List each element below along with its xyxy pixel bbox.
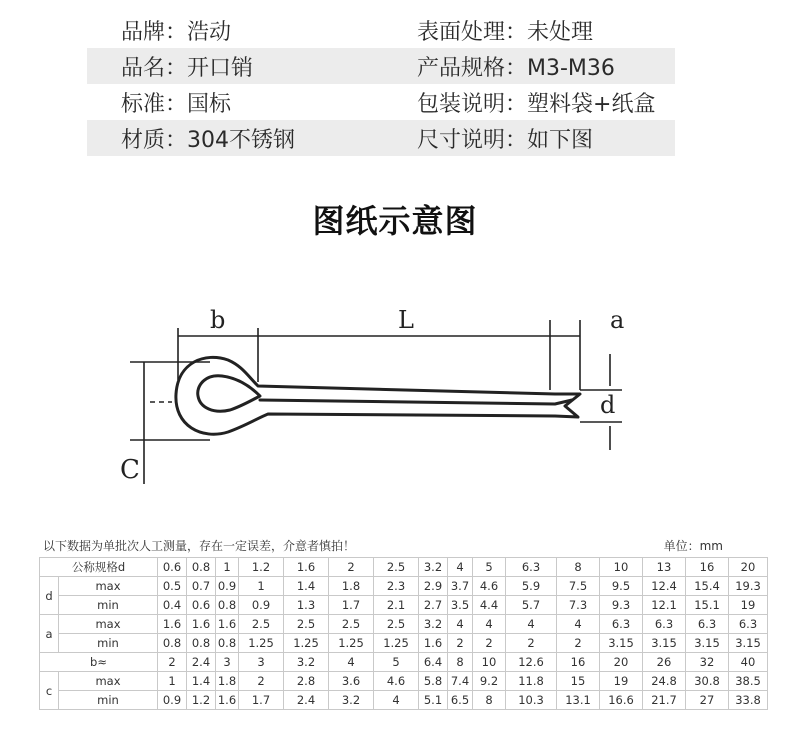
table-cell: 4.4 (473, 596, 506, 615)
table-cell: 4 (448, 558, 473, 577)
dimension-table (39, 557, 768, 710)
table-row-label: min (59, 691, 158, 710)
spec-value: 塑料袋+纸盒 (527, 91, 656, 117)
label-b: b (210, 306, 226, 334)
table-cell: 2.4 (284, 691, 329, 710)
table-cell: 40 (729, 653, 768, 672)
table-cell: 2.5 (239, 615, 284, 634)
table-cell: 13 (643, 558, 686, 577)
table-cell: 1.7 (239, 691, 284, 710)
table-cell: 5.8 (419, 672, 448, 691)
table-cell: 30.8 (686, 672, 729, 691)
table-cell: 7.4 (448, 672, 473, 691)
table-row (40, 653, 768, 672)
table-cell: 12.1 (643, 596, 686, 615)
table-cell: 0.8 (158, 634, 187, 653)
spec-label: 材质： (121, 127, 188, 153)
table-cell: 2 (448, 634, 473, 653)
table-row-label: min (59, 596, 158, 615)
table-cell: 3.2 (284, 653, 329, 672)
table-cell: 5.1 (419, 691, 448, 710)
table-cell: 2.5 (374, 615, 419, 634)
table-cell: 26 (643, 653, 686, 672)
spec-label: 尺寸说明： (417, 127, 528, 153)
table-cell: 19.3 (729, 577, 768, 596)
table-cell: 4 (374, 691, 419, 710)
table-header-label: 公称规格d (40, 558, 158, 577)
table-cell: 8 (557, 558, 600, 577)
table-cell: 3.2 (419, 615, 448, 634)
table-cell: 13.1 (557, 691, 600, 710)
table-cell: 20 (600, 653, 643, 672)
table-cell: 2 (239, 672, 284, 691)
table-cell: 4.6 (374, 672, 419, 691)
table-cell: 6.3 (643, 615, 686, 634)
table-cell: 2.9 (419, 577, 448, 596)
table-cell: 1.25 (239, 634, 284, 653)
table-cell: 2 (473, 634, 506, 653)
table-cell: 3.15 (686, 634, 729, 653)
table-row (40, 672, 768, 691)
spec-value: 国标 (187, 91, 232, 117)
table-cell: 3.2 (419, 558, 448, 577)
table-unit: 单位：mm (663, 539, 723, 553)
table-row-label: b≈ (40, 653, 158, 672)
table-cell: 0.6 (187, 596, 216, 615)
table-cell: 4 (557, 615, 600, 634)
table-cell: 19 (729, 596, 768, 615)
table-cell: 0.9 (158, 691, 187, 710)
table-cell: 10 (473, 653, 506, 672)
spec-value: M3-M36 (527, 55, 615, 81)
label-a: a (610, 306, 625, 334)
table-group-label: a (40, 615, 59, 653)
table-cell: 6.5 (448, 691, 473, 710)
table-cell: 38.5 (729, 672, 768, 691)
spec-value: 开口销 (187, 55, 254, 81)
table-cell: 3.7 (448, 577, 473, 596)
spec-row (87, 120, 675, 156)
table-cell: 1.3 (284, 596, 329, 615)
table-cell: 2 (329, 558, 374, 577)
table-cell: 1 (158, 672, 187, 691)
table-cell: 16 (686, 558, 729, 577)
table-row-label: min (59, 634, 158, 653)
table-cell: 1 (216, 558, 239, 577)
table-cell: 1.6 (284, 558, 329, 577)
table-cell: 7.3 (557, 596, 600, 615)
table-cell: 0.9 (216, 577, 239, 596)
spec-label: 品名： (121, 55, 188, 81)
table-cell: 5 (473, 558, 506, 577)
table-cell: 6.3 (729, 615, 768, 634)
table-cell: 0.8 (187, 558, 216, 577)
table-cell: 0.8 (216, 596, 239, 615)
table-cell: 11.8 (506, 672, 557, 691)
table-cell: 7.5 (557, 577, 600, 596)
table-cell: 2 (158, 653, 187, 672)
table-cell: 6.4 (419, 653, 448, 672)
table-cell: 1.8 (329, 577, 374, 596)
table-cell: 20 (729, 558, 768, 577)
table-row (40, 577, 768, 596)
spec-value: 如下图 (527, 127, 594, 153)
table-cell: 0.7 (187, 577, 216, 596)
table-cell: 2.7 (419, 596, 448, 615)
table-row (40, 596, 768, 615)
table-cell: 1.6 (158, 615, 187, 634)
table-cell: 1.6 (419, 634, 448, 653)
table-cell: 4 (448, 615, 473, 634)
table-cell: 1.6 (187, 615, 216, 634)
table-cell: 0.8 (216, 634, 239, 653)
table-cell: 27 (686, 691, 729, 710)
table-cell: 0.6 (158, 558, 187, 577)
table-cell: 12.6 (506, 653, 557, 672)
table-cell: 1.25 (374, 634, 419, 653)
table-cell: 5.7 (506, 596, 557, 615)
table-cell: 2.3 (374, 577, 419, 596)
table-cell: 9.5 (600, 577, 643, 596)
table-cell: 19 (600, 672, 643, 691)
table-cell: 15.1 (686, 596, 729, 615)
table-cell: 2 (506, 634, 557, 653)
table-cell: 2 (557, 634, 600, 653)
table-row (40, 691, 768, 710)
table-cell: 1.4 (284, 577, 329, 596)
spec-label: 包装说明： (417, 91, 528, 117)
table-cell: 3 (216, 653, 239, 672)
table-cell: 1.2 (239, 558, 284, 577)
table-cell: 2.5 (284, 615, 329, 634)
spec-value: 浩动 (187, 19, 232, 45)
cotter-pin-diagram (110, 290, 650, 500)
table-note: 以下数据为单批次人工测量，存在一定误差，介意者慎拍！ (43, 539, 356, 553)
table-cell: 4 (506, 615, 557, 634)
table-cell: 4 (329, 653, 374, 672)
table-cell: 6.3 (686, 615, 729, 634)
table-cell: 1.6 (216, 615, 239, 634)
label-c: C (120, 455, 140, 485)
spec-label: 标准： (121, 91, 188, 117)
table-cell: 1.25 (284, 634, 329, 653)
spec-label: 表面处理： (417, 19, 528, 45)
table-cell: 5 (374, 653, 419, 672)
table-row (40, 634, 768, 653)
table-cell: 1.4 (187, 672, 216, 691)
table-cell: 16.6 (600, 691, 643, 710)
diagram-title: 图纸示意图 (312, 202, 478, 240)
table-cell: 15 (557, 672, 600, 691)
table-cell: 8 (448, 653, 473, 672)
table-cell: 2.4 (187, 653, 216, 672)
table-group-label: c (40, 672, 59, 710)
table-cell: 16 (557, 653, 600, 672)
table-note-row (39, 535, 729, 555)
table-cell: 2.5 (374, 558, 419, 577)
table-cell: 1 (239, 577, 284, 596)
table-row (40, 615, 768, 634)
table-cell: 3.15 (600, 634, 643, 653)
table-cell: 9.3 (600, 596, 643, 615)
table-cell: 21.7 (643, 691, 686, 710)
table-cell: 0.9 (239, 596, 284, 615)
table-cell: 2.5 (329, 615, 374, 634)
spec-row (87, 48, 675, 84)
table-cell: 4 (473, 615, 506, 634)
table-row-label: max (59, 672, 158, 691)
table-cell: 1.7 (329, 596, 374, 615)
table-row-label: max (59, 615, 158, 634)
table-cell: 8 (473, 691, 506, 710)
table-cell: 6.3 (600, 615, 643, 634)
spec-row (87, 12, 675, 48)
table-cell: 2.1 (374, 596, 419, 615)
spec-value: 304不锈钢 (187, 127, 296, 153)
label-d: d (600, 391, 616, 419)
table-row-label: max (59, 577, 158, 596)
table-cell: 3.15 (643, 634, 686, 653)
table-cell: 3.5 (448, 596, 473, 615)
table-cell: 2.8 (284, 672, 329, 691)
table-cell: 9.2 (473, 672, 506, 691)
table-cell: 5.9 (506, 577, 557, 596)
table-group-label: d (40, 577, 59, 615)
table-cell: 0.5 (158, 577, 187, 596)
table-cell: 0.4 (158, 596, 187, 615)
table-cell: 1.25 (329, 634, 374, 653)
table-cell: 6.3 (506, 558, 557, 577)
table-cell: 10 (600, 558, 643, 577)
table-cell: 3.6 (329, 672, 374, 691)
table-cell: 4.6 (473, 577, 506, 596)
table-cell: 15.4 (686, 577, 729, 596)
table-header-row (40, 558, 768, 577)
table-cell: 1.8 (216, 672, 239, 691)
table-cell: 10.3 (506, 691, 557, 710)
table-cell: 1.2 (187, 691, 216, 710)
spec-row (87, 84, 675, 120)
spec-label: 产品规格： (417, 55, 528, 81)
table-cell: 32 (686, 653, 729, 672)
table-cell: 0.8 (187, 634, 216, 653)
spec-label: 品牌： (121, 19, 188, 45)
table-cell: 3.2 (329, 691, 374, 710)
table-cell: 3 (239, 653, 284, 672)
table-cell: 24.8 (643, 672, 686, 691)
spec-value: 未处理 (527, 19, 594, 45)
spec-table (87, 12, 675, 156)
table-cell: 33.8 (729, 691, 768, 710)
label-L: L (398, 306, 414, 334)
table-cell: 12.4 (643, 577, 686, 596)
table-cell: 1.6 (216, 691, 239, 710)
table-cell: 3.15 (729, 634, 768, 653)
